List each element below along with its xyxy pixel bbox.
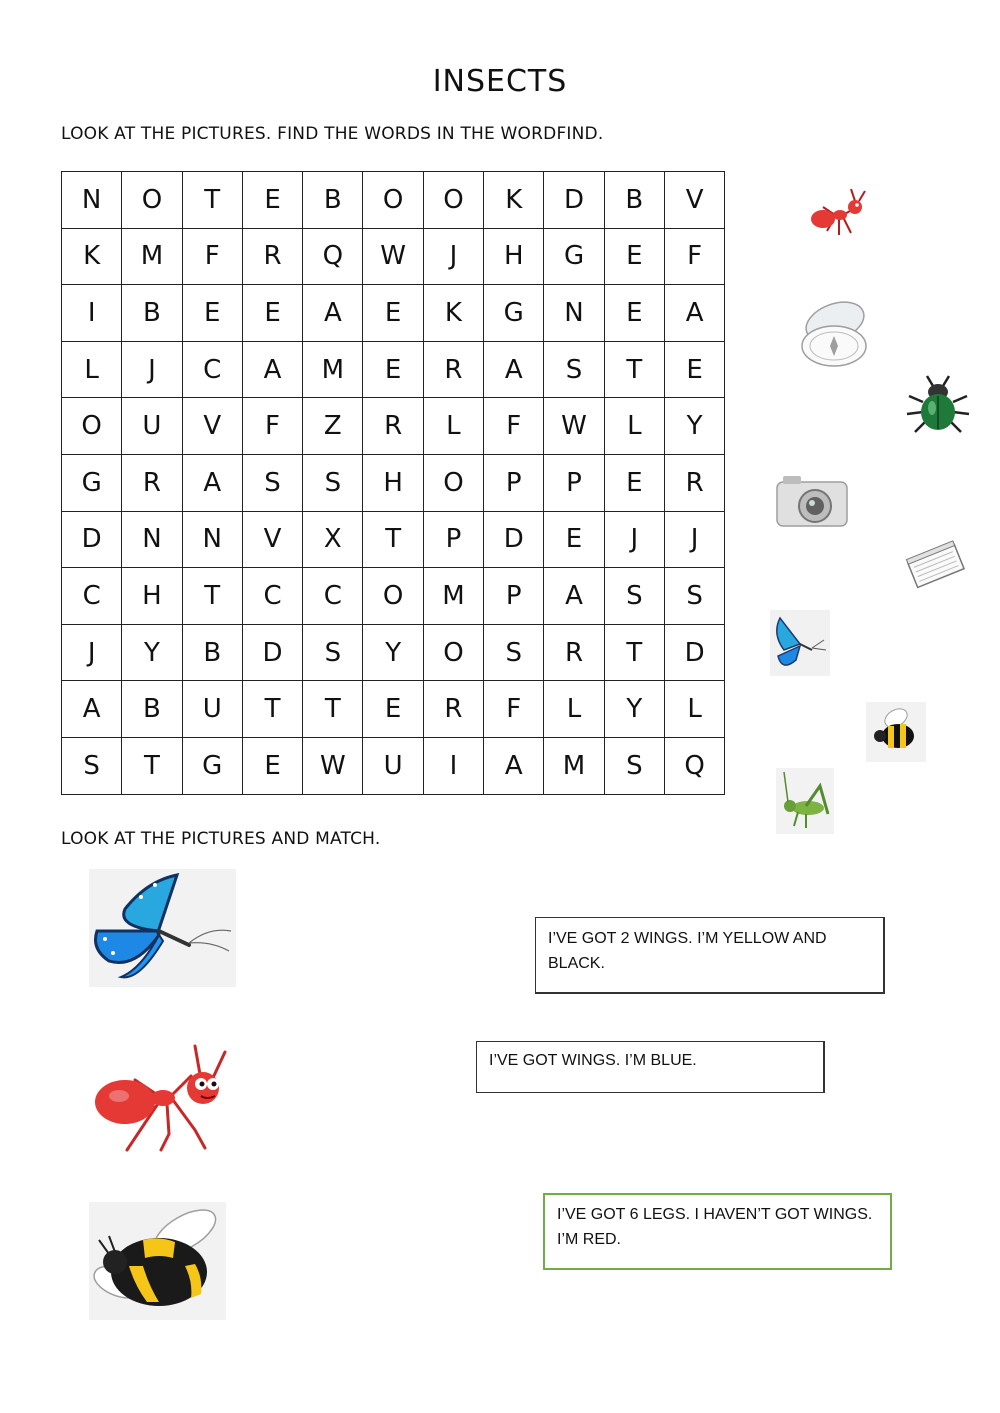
grid-cell[interactable]: L: [62, 341, 122, 398]
grid-cell[interactable]: V: [182, 398, 242, 455]
notebook-icon: [903, 533, 969, 599]
grid-cell[interactable]: W: [303, 737, 363, 794]
grid-cell[interactable]: L: [544, 681, 604, 738]
grid-cell[interactable]: E: [544, 511, 604, 568]
grid-row: [62, 681, 725, 738]
grid-cell[interactable]: H: [122, 568, 182, 625]
grid-cell[interactable]: A: [303, 285, 363, 342]
match-box-bee: I’VE GOT 2 WINGS. I’M YELLOW AND BLACK.: [535, 917, 885, 994]
butterfly-small-icon: [770, 610, 830, 676]
grid-cell[interactable]: Q: [303, 228, 363, 285]
grid-cell[interactable]: S: [544, 341, 604, 398]
grid-cell[interactable]: L: [664, 681, 724, 738]
grid-cell[interactable]: C: [303, 568, 363, 625]
grid-cell[interactable]: S: [604, 568, 664, 625]
grid-cell[interactable]: F: [484, 398, 544, 455]
grid-cell[interactable]: A: [242, 341, 302, 398]
grid-cell[interactable]: D: [544, 172, 604, 229]
grid-cell[interactable]: R: [122, 454, 182, 511]
grid-cell[interactable]: T: [182, 172, 242, 229]
grid-cell[interactable]: A: [544, 568, 604, 625]
grid-cell[interactable]: K: [484, 172, 544, 229]
grid-cell[interactable]: C: [182, 341, 242, 398]
grid-cell[interactable]: E: [604, 285, 664, 342]
grid-cell[interactable]: F: [242, 398, 302, 455]
grid-cell[interactable]: A: [484, 737, 544, 794]
ant-icon: [89, 1040, 236, 1152]
grid-cell[interactable]: E: [664, 341, 724, 398]
grid-cell[interactable]: M: [303, 341, 363, 398]
grid-cell[interactable]: O: [363, 568, 423, 625]
grid-cell[interactable]: Z: [303, 398, 363, 455]
grid-cell[interactable]: J: [62, 624, 122, 681]
grid-cell[interactable]: A: [664, 285, 724, 342]
grid-cell[interactable]: I: [423, 737, 483, 794]
grid-cell[interactable]: P: [484, 568, 544, 625]
grid-cell[interactable]: S: [303, 454, 363, 511]
grid-cell[interactable]: G: [484, 285, 544, 342]
grid-cell[interactable]: T: [303, 681, 363, 738]
grid-cell[interactable]: M: [423, 568, 483, 625]
grid-cell[interactable]: S: [62, 737, 122, 794]
grid-row: [62, 285, 725, 342]
match-box-butterfly: I’VE GOT WINGS. I’M BLUE.: [476, 1041, 825, 1093]
grid-cell[interactable]: Y: [604, 681, 664, 738]
wordfind-instruction: LOOK AT THE PICTURES. FIND THE WORDS IN THE WORDFIND.: [61, 124, 604, 144]
grasshopper-small-icon: [776, 768, 834, 834]
grid-cell[interactable]: R: [423, 341, 483, 398]
grid-cell[interactable]: O: [62, 398, 122, 455]
grid-cell[interactable]: J: [604, 511, 664, 568]
grid-cell[interactable]: R: [423, 681, 483, 738]
grid-cell[interactable]: Y: [363, 624, 423, 681]
grid-cell[interactable]: Q: [664, 737, 724, 794]
grid-cell[interactable]: J: [423, 228, 483, 285]
bee-icon: [89, 1202, 226, 1320]
grid-cell[interactable]: R: [363, 398, 423, 455]
grid-cell[interactable]: K: [62, 228, 122, 285]
grid-cell[interactable]: E: [363, 681, 423, 738]
grid-cell[interactable]: B: [303, 172, 363, 229]
grid-cell[interactable]: E: [242, 285, 302, 342]
butterfly-icon: [89, 869, 236, 987]
beetle-icon: [903, 372, 973, 442]
grid-cell[interactable]: P: [423, 511, 483, 568]
grid-cell[interactable]: Y: [664, 398, 724, 455]
grid-cell[interactable]: S: [242, 454, 302, 511]
grid-cell[interactable]: K: [423, 285, 483, 342]
grid-cell[interactable]: U: [122, 398, 182, 455]
grid-cell[interactable]: B: [122, 681, 182, 738]
grid-cell[interactable]: R: [664, 454, 724, 511]
grid-cell[interactable]: T: [242, 681, 302, 738]
grid-cell[interactable]: A: [182, 454, 242, 511]
grid-cell[interactable]: T: [122, 737, 182, 794]
grid-cell[interactable]: N: [122, 511, 182, 568]
grid-cell[interactable]: P: [484, 454, 544, 511]
grid-cell[interactable]: R: [242, 228, 302, 285]
compass-icon: [798, 298, 872, 372]
grid-cell[interactable]: S: [664, 568, 724, 625]
grid-cell[interactable]: X: [303, 511, 363, 568]
grid-cell[interactable]: C: [242, 568, 302, 625]
grid-cell[interactable]: D: [664, 624, 724, 681]
grid-cell[interactable]: L: [604, 398, 664, 455]
page-title: INSECTS: [432, 64, 568, 99]
match-box-ant: I’VE GOT 6 LEGS. I HAVEN’T GOT WINGS. I’M RED.: [543, 1193, 892, 1270]
grid-cell[interactable]: E: [363, 285, 423, 342]
grid-cell[interactable]: E: [604, 454, 664, 511]
grid-cell[interactable]: N: [62, 172, 122, 229]
grid-cell[interactable]: G: [544, 228, 604, 285]
grid-cell[interactable]: J: [122, 341, 182, 398]
grid-cell[interactable]: W: [363, 228, 423, 285]
grid-cell[interactable]: M: [122, 228, 182, 285]
grid-row: [62, 624, 725, 681]
grid-row: [62, 341, 725, 398]
grid-cell[interactable]: C: [62, 568, 122, 625]
grid-row: [62, 511, 725, 568]
grid-cell[interactable]: G: [62, 454, 122, 511]
grid-cell[interactable]: V: [664, 172, 724, 229]
grid-row: [62, 454, 725, 511]
grid-cell[interactable]: O: [423, 624, 483, 681]
grid-cell[interactable]: F: [484, 681, 544, 738]
grid-cell[interactable]: U: [182, 681, 242, 738]
grid-cell[interactable]: E: [604, 228, 664, 285]
grid-cell[interactable]: M: [544, 737, 604, 794]
grid-cell[interactable]: S: [604, 737, 664, 794]
grid-cell[interactable]: E: [182, 285, 242, 342]
grid-cell[interactable]: E: [242, 172, 302, 229]
grid-cell[interactable]: H: [484, 228, 544, 285]
grid-cell[interactable]: T: [604, 624, 664, 681]
grid-cell[interactable]: O: [423, 172, 483, 229]
ant-small-icon: [805, 183, 871, 249]
grid-cell[interactable]: J: [664, 511, 724, 568]
grid-cell[interactable]: B: [604, 172, 664, 229]
grid-cell[interactable]: B: [122, 285, 182, 342]
grid-cell[interactable]: N: [544, 285, 604, 342]
grid-cell[interactable]: D: [242, 624, 302, 681]
grid-cell[interactable]: D: [484, 511, 544, 568]
word-search-grid: [61, 171, 725, 795]
match-instruction: LOOK AT THE PICTURES AND MATCH.: [61, 829, 381, 849]
grid-cell[interactable]: N: [182, 511, 242, 568]
grid-cell[interactable]: F: [664, 228, 724, 285]
grid-row: [62, 737, 725, 794]
grid-cell[interactable]: O: [423, 454, 483, 511]
grid-cell[interactable]: U: [363, 737, 423, 794]
grid-cell[interactable]: D: [62, 511, 122, 568]
grid-cell[interactable]: E: [363, 341, 423, 398]
grid-cell[interactable]: Y: [122, 624, 182, 681]
grid-cell[interactable]: I: [62, 285, 122, 342]
camera-icon: [773, 470, 851, 532]
grid-cell[interactable]: W: [544, 398, 604, 455]
grid-cell[interactable]: P: [544, 454, 604, 511]
grid-cell[interactable]: S: [484, 624, 544, 681]
grid-cell[interactable]: E: [242, 737, 302, 794]
bee-small-icon: [866, 702, 926, 762]
grid-cell[interactable]: O: [122, 172, 182, 229]
grid-cell[interactable]: A: [484, 341, 544, 398]
grid-cell[interactable]: F: [182, 228, 242, 285]
grid-row: [62, 568, 725, 625]
grid-cell[interactable]: V: [242, 511, 302, 568]
grid-cell[interactable]: B: [182, 624, 242, 681]
grid-cell[interactable]: G: [182, 737, 242, 794]
grid-cell[interactable]: A: [62, 681, 122, 738]
grid-row: [62, 398, 725, 455]
grid-row: [62, 228, 725, 285]
grid-row: [62, 172, 725, 229]
grid-cell[interactable]: R: [544, 624, 604, 681]
grid-cell[interactable]: L: [423, 398, 483, 455]
grid-cell[interactable]: S: [303, 624, 363, 681]
grid-cell[interactable]: H: [363, 454, 423, 511]
grid-cell[interactable]: O: [363, 172, 423, 229]
grid-cell[interactable]: T: [182, 568, 242, 625]
grid-cell[interactable]: T: [363, 511, 423, 568]
grid-cell[interactable]: T: [604, 341, 664, 398]
